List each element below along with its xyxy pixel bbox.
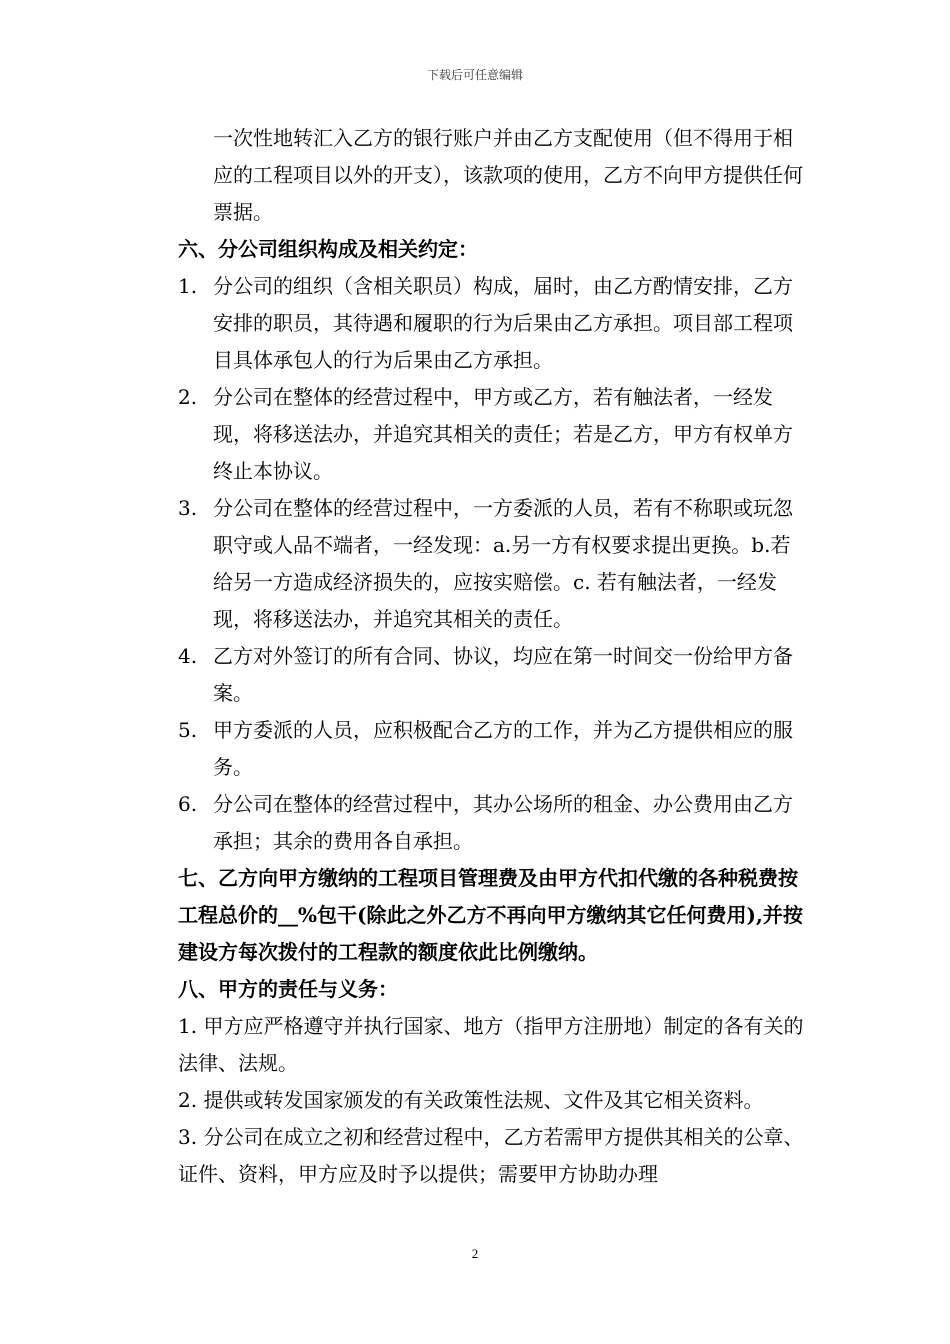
item-text: 甲方委派的人员，应积极配合乙方的工作，并为乙方提供相应的服务。 <box>213 718 793 779</box>
item-number: 5. <box>178 718 198 742</box>
item-text: 分公司在整体的经营过程中，甲方或乙方，若有触法者，一经发现，将移送法办，并追究其相关的责任；若是乙方，甲方有权单方终止本协议。 <box>213 385 793 483</box>
page-header: 下载后可任意编辑 <box>426 68 523 82</box>
intro-paragraph: 一次性地转汇入乙方的银行账户并由乙方支配使用（但不得用于相应的工程项目以外的开支），该款项的使用，乙方不向甲方提供任何票据。 <box>213 126 803 224</box>
section6-item <box>178 638 804 712</box>
item-text: 分公司在整体的经营过程中，一方委派的人员，若有不称职或玩忽职守或人品不端者，一经发现：a.另一方有权要求提出更换。b.若给另一方造成经济损失的，应按实赔偿。c. 若有触法者，一经发现，将移送法办，并追究其相关的责任。 <box>213 496 793 631</box>
section8-item: 3. 分公司在成立之初和经营过程中，乙方若需甲方提供其相关的公章、证件、资料，甲方应及时予以提供；需要甲方协助办理 <box>178 1125 804 1186</box>
item-number: 3. <box>178 496 198 520</box>
section8-item: 1. 甲方应严格遵守并执行国家、地方（指甲方注册地）制定的各有关的法律、法规。 <box>178 1014 804 1075</box>
section6-item <box>178 786 804 860</box>
item-text: 乙方对外签订的所有合同、协议，均应在第一时间交一份给甲方备案。 <box>213 644 793 705</box>
section6-item <box>178 712 804 786</box>
document-body <box>178 120 804 1193</box>
item-number: 6. <box>178 792 198 816</box>
item-number: 1. <box>178 274 198 298</box>
item-text: 分公司的组织（含相关职员）构成，届时，由乙方酌情安排，乙方安排的职员，其待遇和履职的行为后果由乙方承担。项目部工程项目具体承包人的行为后果由乙方承担。 <box>213 274 793 372</box>
section6-item <box>178 379 804 490</box>
section8-item: 2. 提供或转发国家颁发的有关政策性法规、文件及其它相关资料。 <box>178 1088 764 1112</box>
item-number: 2. <box>178 385 198 409</box>
item-text: 分公司在整体的经营过程中，其办公场所的租金、办公费用由乙方承担；其余的费用各自承担。 <box>213 792 793 853</box>
section6-item <box>178 268 804 379</box>
section7-text: 七、乙方向甲方缴纳的工程项目管理费及由甲方代扣代缴的各种税费按工程总价的__%包干(除此之外乙方不再向甲方缴纳其它任何费用),并按建设方每次拨付的工程款的额度依此比例缴纳。 <box>178 866 803 964</box>
item-number: 4. <box>178 644 198 668</box>
page-number: 2 <box>471 1246 479 1261</box>
section6-item <box>178 490 804 638</box>
section8-title: 八、甲方的责任与义务： <box>178 977 398 1001</box>
section6-title: 六、分公司组织构成及相关约定： <box>178 237 478 261</box>
